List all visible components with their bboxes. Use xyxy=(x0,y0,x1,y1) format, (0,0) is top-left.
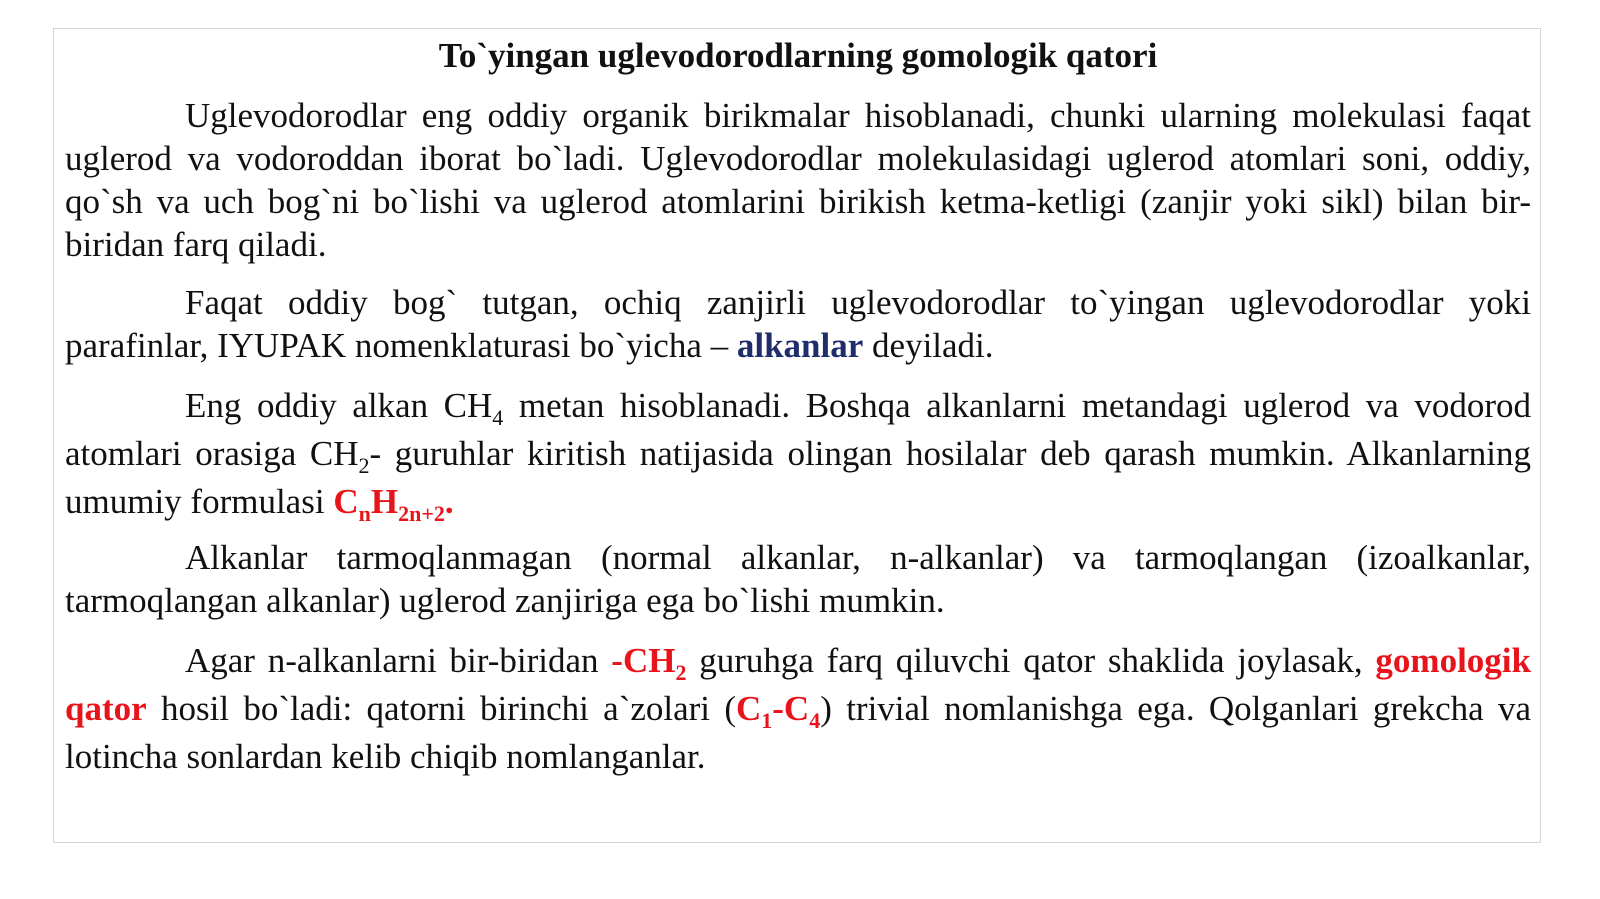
paragraph-2 xyxy=(65,281,1531,367)
c4-text: -C xyxy=(772,689,810,728)
formula-sub-n: n xyxy=(358,501,371,526)
paragraph-5-text-2: guruhga farq qiluvchi qator shaklida joylasak, xyxy=(686,641,1376,680)
paragraph-3-text-2: metan hisoblanadi. Boshqa alkanlarni metandagi uglerod va vodorod atomlari orasiga CH xyxy=(65,386,1531,473)
paragraph-1: Uglevodorodlar eng oddiy organik birikmalar hisoblanadi, chunki ularning molekulasi faqat uglerod va vodoroddan iborat bo`ladi. Uglevodorodlar molekulasidagi uglerod atomlari soni, oddiy, qo`sh va uch bog`ni bo`lishi va uglerod atomlarini birikish ketma-ketligi (zanjir yoki sikl) bilan bir-biridan farq qiladi. xyxy=(65,96,1531,264)
general-formula xyxy=(333,482,454,526)
paragraph-2-text-before: Faqat oddiy bog` tutgan, ochiq zanjirli uglevodorodlar to`yingan uglevodorodlar yoki parafinlar, IYUPAK nomenklaturasi bo`yicha – xyxy=(65,283,1531,365)
paragraph-5-text-3: hosil bo`ladi: qatorni birinchi a`zolari ( xyxy=(146,689,736,728)
paragraph-4: Alkanlar tarmoqlanmagan (normal alkanlar, n-alkanlar) va tarmoqlangan (izoalkanlar, tarmoqlangan alkanlar) uglerod zanjiriga ega bo`lishi mumkin. xyxy=(65,538,1531,620)
c1-c4-range xyxy=(736,689,821,733)
paragraph-5-text-1: Agar n-alkanlarni bir-biridan xyxy=(185,641,612,680)
text-frame xyxy=(53,28,1541,843)
formula-c: C xyxy=(333,482,359,521)
ch2-group xyxy=(611,641,687,685)
paragraph-3-text-1: Eng oddiy alkan CH xyxy=(185,386,493,425)
ch2-subscript: 2 xyxy=(675,660,687,685)
subscript-4: 4 xyxy=(492,405,504,430)
paragraph-5-text-4: ) trivial nomlanishga ega. Qolganlari grekcha va lotincha sonlardan kelib chiqib nomlanganlar. xyxy=(65,689,1531,776)
c1-subscript: 1 xyxy=(761,708,773,733)
term-gomologik-qator: gomologik qator xyxy=(65,641,1531,728)
ch2-text: -CH xyxy=(611,641,676,680)
paragraph-3-text-3: - guruhlar kiritish natijasida olingan hosilalar deb qarash mumkin. Alkanlarning umumiy formulasi xyxy=(65,434,1531,521)
formula-period: . xyxy=(444,482,454,521)
paragraph-5 xyxy=(65,637,1531,781)
term-alkanlar: alkanlar xyxy=(736,326,864,365)
paragraph-3 xyxy=(65,382,1531,526)
paragraph-2-text-after: deyiladi. xyxy=(863,326,994,365)
c4-subscript: 4 xyxy=(809,708,821,733)
slide-content xyxy=(65,33,1531,796)
formula-h: H xyxy=(370,482,399,521)
subscript-2: 2 xyxy=(358,453,370,478)
slide-title: To`yingan uglevodorodlarning gomologik qatori xyxy=(438,36,1158,75)
formula-sub-2n2: 2n+2 xyxy=(398,501,445,526)
c1-text: C xyxy=(736,689,762,728)
